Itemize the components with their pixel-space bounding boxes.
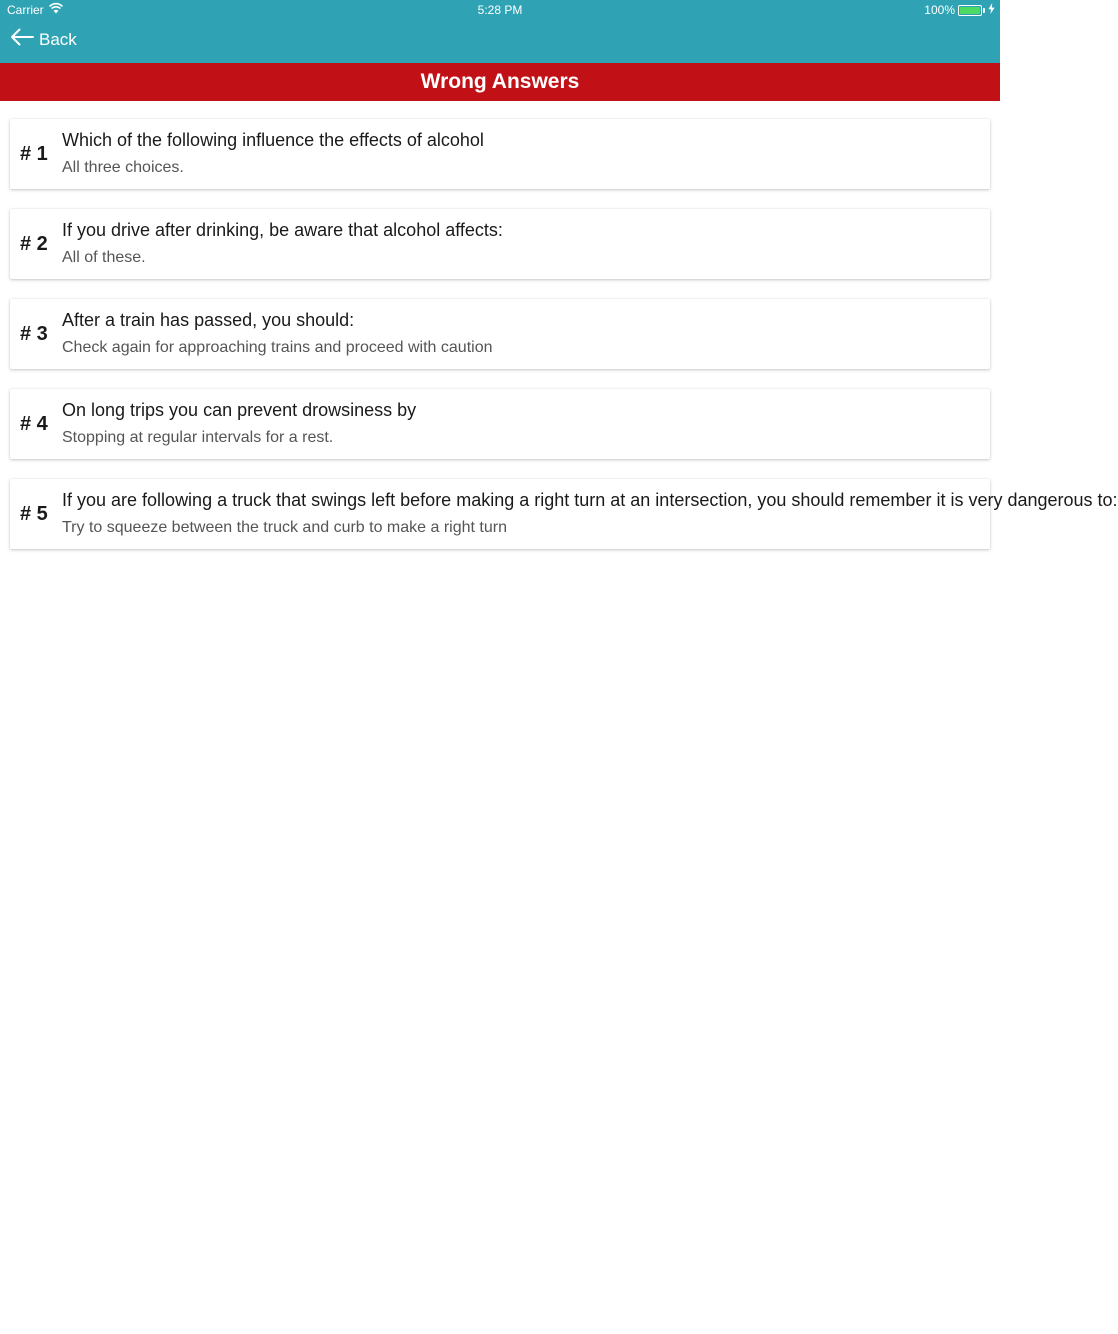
answer-text: All of these. <box>62 249 146 266</box>
back-button[interactable] <box>10 28 77 51</box>
page-title-bar <box>0 63 1000 101</box>
question-text: If you drive after drinking, be aware that alcohol affects: <box>62 220 503 240</box>
question-text: After a train has passed, you should: <box>62 310 355 330</box>
item-number: # 4 <box>20 412 48 435</box>
question-text: Which of the following influence the effects of alcohol <box>62 130 484 150</box>
item-number: # 5 <box>20 502 48 525</box>
list-item[interactable] <box>10 299 990 369</box>
battery-icon <box>958 5 982 16</box>
battery-percent: 100% <box>924 3 955 17</box>
battery-indicator <box>924 3 995 17</box>
question-text: If you are following a truck that swings left before making a right turn at an intersection, you should remember it is very dangerous to: <box>62 490 1118 510</box>
carrier-label: Carrier <box>7 3 44 17</box>
back-label: Back <box>39 29 77 49</box>
list-item[interactable] <box>10 389 990 459</box>
question-text: On long trips you can prevent drowsiness by <box>62 400 417 420</box>
answer-text: All three choices. <box>62 159 184 176</box>
status-time: 5:28 PM <box>477 3 523 17</box>
wrong-answers-list <box>10 119 1118 569</box>
battery-cap <box>983 8 985 13</box>
list-item[interactable] <box>10 479 1118 549</box>
arrow-left-icon <box>10 28 34 51</box>
item-number: # 1 <box>20 142 48 165</box>
list-item[interactable] <box>10 209 990 279</box>
answer-text: Stopping at regular intervals for a rest. <box>62 429 334 446</box>
status-bar <box>0 0 1000 20</box>
list-item[interactable] <box>10 119 990 189</box>
top-bar <box>0 0 1000 63</box>
answer-text: Try to squeeze between the truck and curb to make a right turn <box>62 519 507 536</box>
charging-bolt-icon <box>988 3 995 17</box>
item-number: # 2 <box>20 232 48 255</box>
answer-text: Check again for approaching trains and proceed with caution <box>62 339 493 356</box>
page-title: Wrong Answers <box>420 70 580 93</box>
battery-fill <box>960 7 980 14</box>
item-number: # 3 <box>20 322 48 345</box>
